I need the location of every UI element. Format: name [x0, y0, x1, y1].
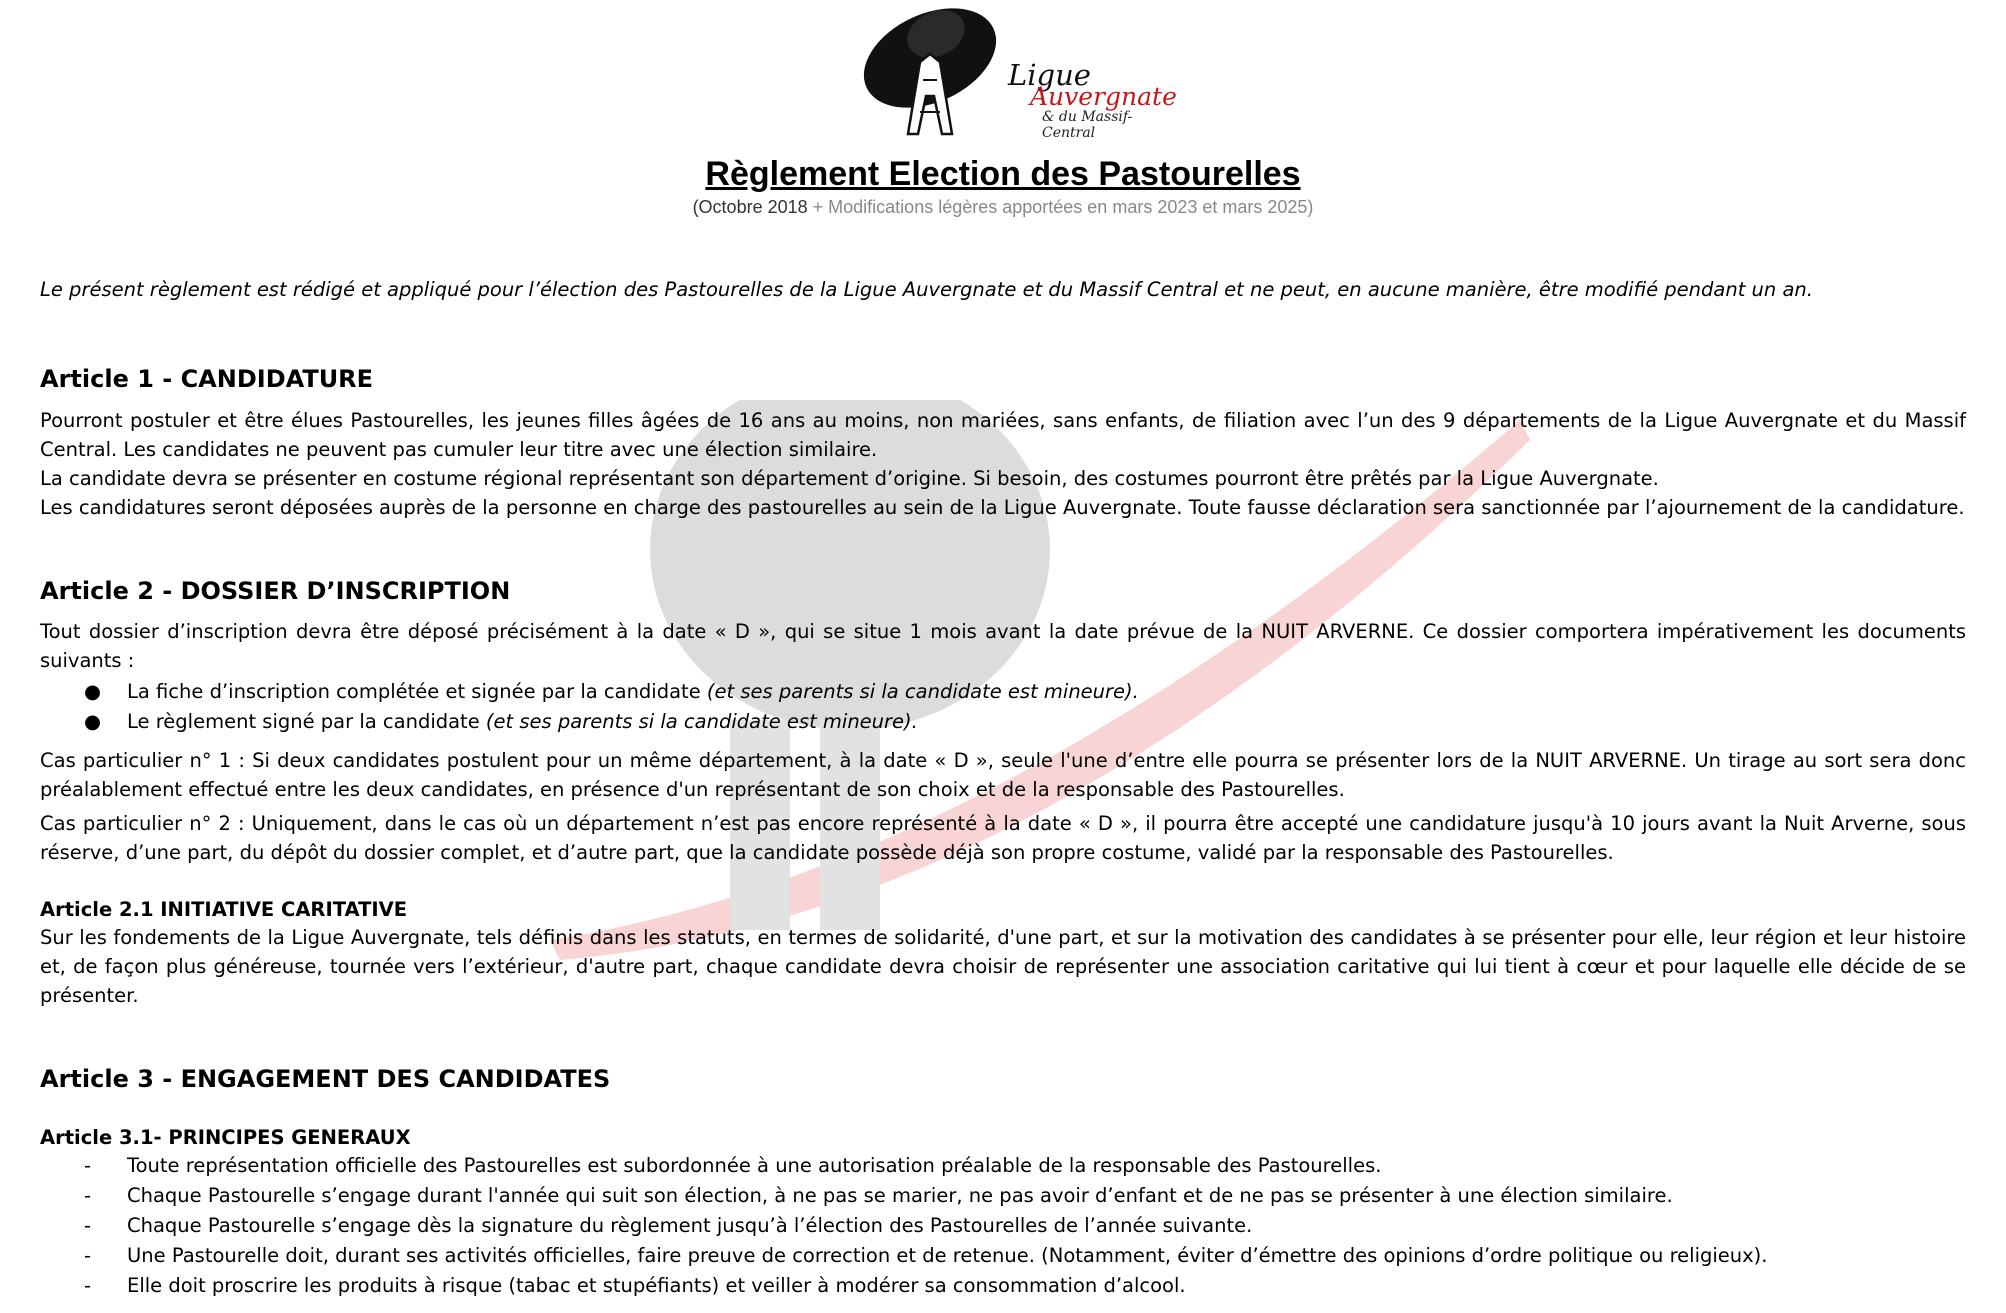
special-case-2: Cas particulier n° 2 : Uniquement, dans le cas où un département n’est pas encore représenté à la date « D », il pourra être accepté une candidature jusqu'à 10 jours avant la Nuit Arverne, sous réserve, d’une part, du dépôt du dossier complet, et d’autre part, que la candidate possède déjà son propre costume, validé par la responsable des Pastourelles.	[40, 812, 1966, 864]
bullet-marker: ●	[84, 680, 102, 703]
document-title: Règlement Election des Pastourelles	[705, 155, 1301, 193]
list-item: - Une Pastourelle doit, durant ses activités officielles, faire preuve de correction et de retenue. (Notamment, éviter d’émettre des opinions d’ordre politique ou religieux).	[40, 1241, 1966, 1271]
intro-paragraph: Le présent règlement est rédigé et appliqué pour l’élection des Pastourelles de la Ligue Auvergnate et du Massif Central et ne peut, en aucune manière, être modifié pendant un an.	[40, 278, 1813, 301]
list-item: ● Le règlement signé par la candidate (et ses parents si la candidate est mineure).	[40, 707, 1966, 737]
special-case-1: Cas particulier n° 1 : Si deux candidates postulent pour un même département, à la date « D », seule l'une d’entre elle pourra se présenter lors de la NUIT ARVERNE. Un tirage au sort sera donc préalablement effectué entre les deux candidates, en présence d'un représentant de son choix et de la responsable des Pastourelles.	[40, 749, 1966, 801]
document-subtitle	[40, 197, 1966, 218]
dash-marker: -	[84, 1244, 92, 1267]
article-3-heading: Article 3 - ENGAGEMENT DES CANDIDATES	[40, 1065, 611, 1093]
bullet-marker: ●	[84, 710, 102, 733]
article-2-heading: Article 2 - DOSSIER D’INSCRIPTION	[40, 577, 511, 605]
list-item: - Elle doit proscrire les produits à risque (tabac et stupéfiants) et veiller à modérer sa consommation d’alcool.	[40, 1271, 1966, 1301]
article-1-paragraph: Les candidatures seront déposées auprès de la personne en charge des pastourelles au sein de la Ligue Auvergnate. Toute fausse déclaration sera sanctionnée par l’ajournement de la candidature.	[40, 496, 1965, 519]
logo-text-auvergnate: Auvergnate	[1030, 82, 1177, 111]
article-2-document-list	[40, 677, 1966, 737]
article-2-intro: Tout dossier d’inscription devra être déposé précisément à la date « D », qui se situe 1 mois avant la date prévue de la NUIT ARVERNE. Ce dossier comportera impérativement les documents suivants :	[40, 620, 1966, 672]
subtitle-modifications: + Modifications légères apportées en mars 2023 et mars 2025)	[807, 197, 1314, 217]
article-2-1-body: Sur les fondements de la Ligue Auvergnate, tels définis dans les statuts, en termes de solidarité, d'une part, et sur la motivation des candidates à se présenter pour elle, leur région et leur histoire et, de façon plus généreuse, tournée vers l’extérieur, d'autre part, chaque candidate devra choisir de représenter une association caritative qui lui tient à cœur et pour laquelle elle décide de se présenter.	[40, 926, 1966, 1007]
ligue-auvergnate-logo	[858, 2, 1178, 141]
article-1-heading: Article 1 - CANDIDATURE	[40, 365, 374, 393]
list-item: - Toute représentation officielle des Pastourelles est subordonnée à une autorisation préalable de la responsable des Pastourelles.	[40, 1151, 1966, 1181]
article-3-1-heading: Article 3.1- PRINCIPES GENERAUX	[40, 1126, 411, 1149]
article-1-body	[40, 406, 1966, 522]
dash-marker: -	[84, 1274, 92, 1297]
article-1-paragraph: Pourront postuler et être élues Pastourelles, les jeunes filles âgées de 16 ans au moins, non mariées, sans enfants, de filiation avec l’un des 9 départements de la Ligue Auvergnate et du Massif Central. Les candidates ne peuvent pas cumuler leur titre avec une élection similaire.	[40, 409, 1966, 461]
subtitle-date: (Octobre 2018	[692, 197, 808, 217]
dash-marker: -	[84, 1214, 92, 1237]
dash-marker: -	[84, 1154, 92, 1177]
hat-icon	[858, 2, 1008, 136]
list-item: - Chaque Pastourelle s’engage durant l'année qui suit son élection, à ne pas se marier, ne pas avoir d’enfant et de ne pas se présenter à une élection similaire.	[40, 1181, 1966, 1211]
article-2-1-heading: Article 2.1 INITIATIVE CARITATIVE	[40, 898, 408, 921]
logo-text-massif-central: & du Massif-Central	[1042, 109, 1133, 141]
dash-marker: -	[84, 1184, 92, 1207]
article-3-1-principles-list	[40, 1151, 1966, 1301]
list-item: ● La fiche d’inscription complétée et signée par la candidate (et ses parents si la candidate est mineure).	[40, 677, 1966, 707]
article-1-paragraph: La candidate devra se présenter en costume régional représentant son département d’origine. Si besoin, des costumes pourront être prêtés par la Ligue Auvergnate.	[40, 467, 1659, 490]
list-item: - Chaque Pastourelle s’engage dès la signature du règlement jusqu’à l’élection des Pastourelles de l’année suivante.	[40, 1211, 1966, 1241]
logo-text-ligue: Ligue	[1008, 58, 1091, 92]
